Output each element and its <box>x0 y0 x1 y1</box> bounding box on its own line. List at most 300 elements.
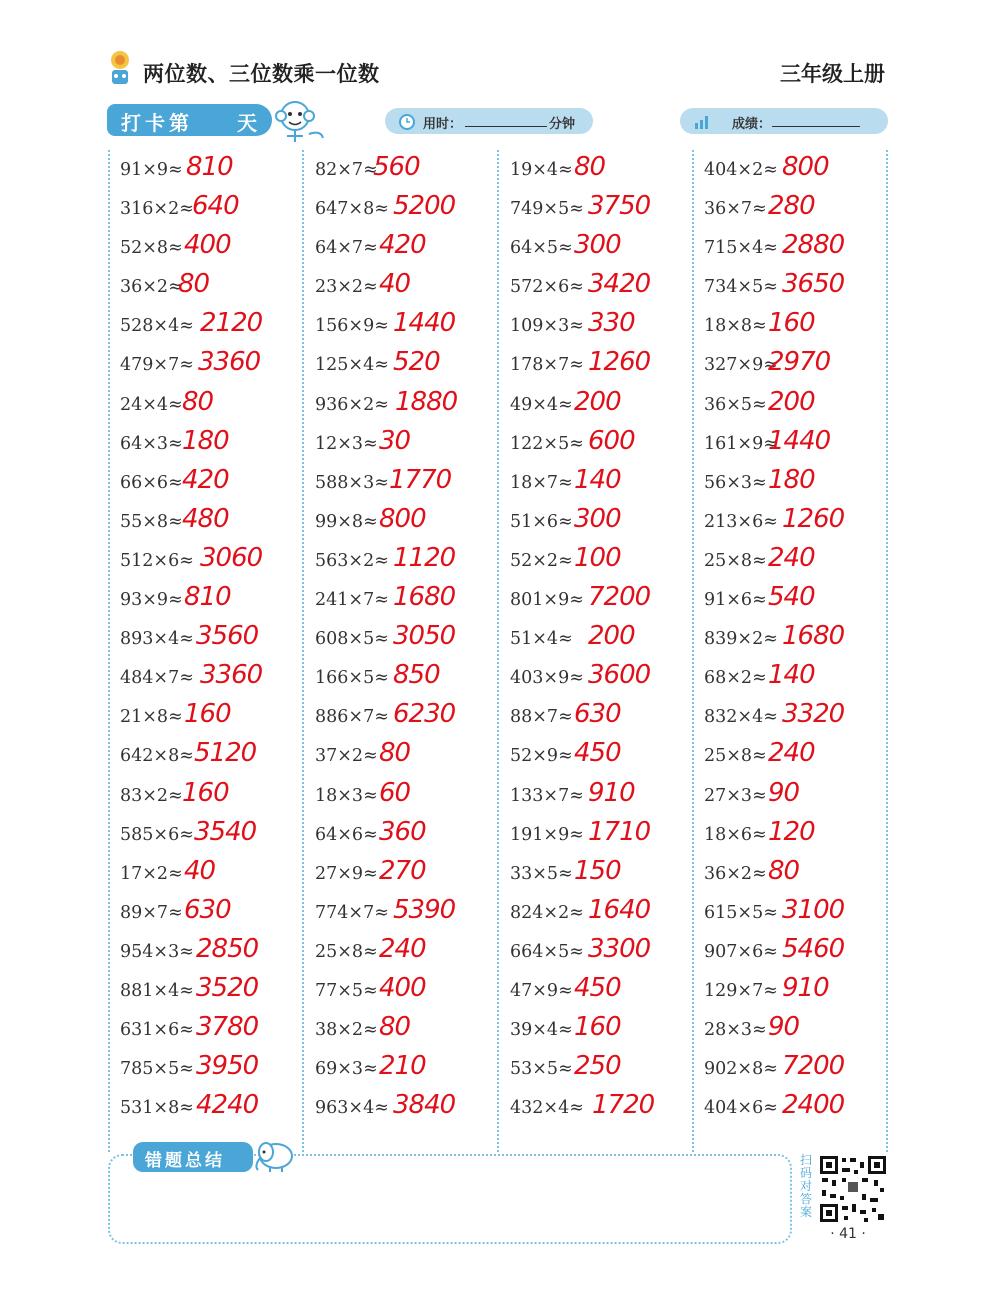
handwritten-answer: 3540 <box>194 816 257 847</box>
handwritten-answer: 450 <box>574 738 621 769</box>
problem-expression: 28×3≈ <box>704 1020 767 1041</box>
problem-row <box>303 1090 495 1133</box>
handwritten-answer: 520 <box>393 347 440 378</box>
problem-expression: 88×7≈ <box>510 707 573 728</box>
handwritten-answer: 200 <box>574 386 621 417</box>
problem-column <box>692 152 884 1133</box>
handwritten-answer: 810 <box>184 582 231 613</box>
handwritten-answer: 3360 <box>200 660 263 691</box>
handwritten-answer: 3320 <box>782 699 845 730</box>
column-divider <box>886 150 888 1152</box>
problem-row <box>108 542 300 586</box>
problem-expression: 36×2≈ <box>120 277 183 298</box>
problem-row <box>692 738 884 781</box>
problem-row <box>108 699 300 742</box>
problem-expression: 801×9≈ <box>510 590 584 611</box>
handwritten-answer: 3050 <box>393 621 456 652</box>
problem-expression: 69×3≈ <box>315 1059 378 1080</box>
handwritten-answer: 5120 <box>194 738 257 769</box>
time-field <box>385 108 593 134</box>
problem-column <box>498 152 690 1133</box>
problem-expression: 91×6≈ <box>704 590 767 611</box>
problem-expression: 785×5≈ <box>120 1059 194 1080</box>
problem-row <box>498 582 690 625</box>
problem-row <box>303 582 495 625</box>
handwritten-answer: 800 <box>379 503 426 534</box>
punch-char: 卡 <box>145 111 165 135</box>
handwritten-answer: 60 <box>379 777 411 808</box>
handwritten-answer: 3600 <box>588 660 651 691</box>
handwritten-answer: 80 <box>379 738 411 769</box>
problem-row <box>498 230 690 273</box>
problem-row <box>692 621 884 664</box>
problem-expression: 563×2≈ <box>315 550 389 571</box>
problem-expression: 125×4≈ <box>315 355 389 376</box>
problem-grid <box>108 150 888 1152</box>
problem-row <box>303 503 495 547</box>
problem-expression: 56×3≈ <box>704 472 767 493</box>
problem-expression: 893×4≈ <box>120 629 194 650</box>
problem-expression: 824×2≈ <box>510 902 584 923</box>
problem-expression: 38×2≈ <box>315 1020 378 1041</box>
scan-hint: 扫码对答案 <box>800 1153 813 1219</box>
handwritten-answer: 80 <box>182 386 214 417</box>
problem-row <box>498 660 690 703</box>
problem-row <box>303 972 495 1016</box>
problem-expression: 52×9≈ <box>510 746 573 767</box>
problem-expression: 18×3≈ <box>315 785 378 806</box>
handwritten-answer: 300 <box>574 230 621 261</box>
problem-expression: 99×8≈ <box>315 511 378 532</box>
problem-row <box>692 777 884 821</box>
problem-row <box>303 425 495 469</box>
chart-icon <box>692 111 712 131</box>
problem-expression: 484×7≈ <box>120 668 194 689</box>
problem-row <box>303 777 495 821</box>
problem-expression: 49×4≈ <box>510 394 573 415</box>
problem-row <box>303 933 495 977</box>
problem-row <box>498 1051 690 1094</box>
problem-row <box>303 699 495 742</box>
problem-row <box>498 191 690 234</box>
problem-expression: 774×7≈ <box>315 902 389 923</box>
problem-row <box>692 308 884 351</box>
problem-expression: 631×6≈ <box>120 1020 194 1041</box>
handwritten-answer: 140 <box>574 464 621 495</box>
handwritten-answer: 1770 <box>389 464 452 495</box>
handwritten-answer: 80 <box>178 269 210 300</box>
problem-row <box>692 230 884 273</box>
handwritten-answer: 40 <box>379 269 411 300</box>
handwritten-answer: 1680 <box>393 582 456 613</box>
handwritten-answer: 80 <box>768 855 800 886</box>
handwritten-answer: 3520 <box>196 972 259 1003</box>
problem-expression: 51×4≈ <box>510 629 573 650</box>
problem-row <box>303 386 495 430</box>
handwritten-answer: 910 <box>588 777 635 808</box>
problem-expression: 77×5≈ <box>315 980 378 1001</box>
problem-expression: 66×6≈ <box>120 472 183 493</box>
handwritten-answer: 3360 <box>198 347 261 378</box>
handwritten-answer: 140 <box>768 660 815 691</box>
problem-expression: 907×6≈ <box>704 941 778 962</box>
page-header <box>105 52 895 92</box>
problem-expression: 47×9≈ <box>510 980 573 1001</box>
problem-expression: 25×8≈ <box>704 550 767 571</box>
handwritten-answer: 850 <box>393 660 440 691</box>
problem-row <box>303 230 495 273</box>
time-blank[interactable] <box>465 126 547 127</box>
handwritten-answer: 160 <box>182 777 229 808</box>
problem-row <box>108 269 300 312</box>
handwritten-answer: 150 <box>574 855 621 886</box>
problem-row <box>498 1012 690 1055</box>
page-title: 两位数、三位数乘一位数 <box>143 62 380 86</box>
problem-expression: 479×7≈ <box>120 355 194 376</box>
handwritten-answer: 7200 <box>782 1051 845 1082</box>
problem-expression: 51×6≈ <box>510 511 573 532</box>
punch-char: 天 <box>237 111 257 135</box>
problem-expression: 316×2≈ <box>120 199 194 220</box>
handwritten-answer: 280 <box>768 191 815 222</box>
problem-expression: 664×5≈ <box>510 941 584 962</box>
problem-row <box>303 269 495 312</box>
handwritten-answer: 3840 <box>393 1090 456 1121</box>
handwritten-answer: 810 <box>186 152 233 182</box>
problem-row <box>108 777 300 821</box>
problem-row <box>498 972 690 1016</box>
punch-card-label <box>107 104 272 136</box>
monkey-icon <box>273 96 329 144</box>
handwritten-answer: 360 <box>379 816 426 847</box>
problem-expression: 39×4≈ <box>510 1020 573 1041</box>
handwritten-answer: 3650 <box>782 269 845 300</box>
problem-expression: 12×3≈ <box>315 433 378 454</box>
problem-expression: 52×8≈ <box>120 238 183 259</box>
handwritten-answer: 180 <box>182 425 229 456</box>
handwritten-answer: 2120 <box>200 308 263 339</box>
handwritten-answer: 3420 <box>588 269 651 300</box>
problem-expression: 963×4≈ <box>315 1098 389 1119</box>
problem-row <box>108 855 300 899</box>
problem-expression: 432×4≈ <box>510 1098 584 1119</box>
handwritten-answer: 2880 <box>782 230 845 261</box>
problem-expression: 404×2≈ <box>704 160 778 180</box>
problem-column <box>108 152 300 1133</box>
problem-row <box>498 269 690 312</box>
problem-row <box>108 386 300 430</box>
problem-row <box>692 816 884 860</box>
handwritten-answer: 240 <box>768 738 815 769</box>
problem-expression: 23×2≈ <box>315 277 378 298</box>
problem-expression: 129×7≈ <box>704 980 778 1001</box>
problem-row <box>108 894 300 938</box>
problem-expression: 954×3≈ <box>120 941 194 962</box>
problem-expression: 715×4≈ <box>704 238 778 259</box>
problem-row <box>108 1012 300 1055</box>
problem-expression: 91×9≈ <box>120 160 183 180</box>
problem-expression: 36×7≈ <box>704 199 767 220</box>
handwritten-answer: 630 <box>574 699 621 730</box>
handwritten-answer: 90 <box>768 777 800 808</box>
handwritten-answer: 480 <box>182 503 229 534</box>
problem-row <box>692 855 884 899</box>
problem-expression: 64×3≈ <box>120 433 183 454</box>
problem-row <box>692 152 884 195</box>
problem-row <box>303 152 495 195</box>
problem-expression: 33×5≈ <box>510 863 573 884</box>
punch-char: 第 <box>169 111 189 135</box>
problem-row <box>108 582 300 625</box>
problem-row <box>303 1051 495 1094</box>
handwritten-answer: 250 <box>574 1051 621 1082</box>
handwritten-answer: 200 <box>768 386 815 417</box>
handwritten-answer: 3100 <box>782 894 845 925</box>
mistake-summary <box>108 1142 888 1242</box>
problem-row <box>692 1090 884 1133</box>
handwritten-answer: 5200 <box>393 191 456 222</box>
problem-expression: 36×5≈ <box>704 394 767 415</box>
handwritten-answer: 1440 <box>393 308 456 339</box>
problem-row <box>108 191 300 234</box>
grade-label: 三年级上册 <box>780 62 885 86</box>
problem-expression: 832×4≈ <box>704 707 778 728</box>
handwritten-answer: 1710 <box>588 816 651 847</box>
problem-expression: 608×5≈ <box>315 629 389 650</box>
problem-row <box>303 816 495 860</box>
problem-row <box>498 621 690 664</box>
alarm-clock-icon <box>397 111 417 131</box>
handwritten-answer: 80 <box>379 1012 411 1043</box>
problem-expression: 109×3≈ <box>510 316 584 337</box>
problem-expression: 27×3≈ <box>704 785 767 806</box>
handwritten-answer: 120 <box>768 816 815 847</box>
problem-expression: 647×8≈ <box>315 199 389 220</box>
handwritten-answer: 1120 <box>393 542 456 573</box>
problem-row <box>498 308 690 351</box>
problem-expression: 749×5≈ <box>510 199 584 220</box>
problem-expression: 531×8≈ <box>120 1098 194 1119</box>
handwritten-answer: 2400 <box>782 1090 845 1121</box>
problem-row <box>108 152 300 195</box>
problem-row <box>692 582 884 625</box>
problem-expression: 156×9≈ <box>315 316 389 337</box>
problem-row <box>692 269 884 312</box>
problem-row <box>108 230 300 273</box>
mistake-summary-label: 错题总结 <box>145 1151 225 1171</box>
time-label: 用时： <box>423 117 463 132</box>
handwritten-answer: 210 <box>379 1051 426 1082</box>
handwritten-answer: 3750 <box>588 191 651 222</box>
handwritten-answer: 420 <box>379 230 426 261</box>
punch-char: 打 <box>121 111 141 135</box>
handwritten-answer: 270 <box>379 855 426 886</box>
problem-expression: 55×8≈ <box>120 511 183 532</box>
problem-expression: 36×2≈ <box>704 863 767 884</box>
problem-expression: 133×7≈ <box>510 785 584 806</box>
problem-expression: 64×7≈ <box>315 238 378 259</box>
problem-expression: 881×4≈ <box>120 980 194 1001</box>
problem-row <box>498 699 690 742</box>
problem-row <box>692 699 884 742</box>
problem-row <box>498 855 690 899</box>
problem-expression: 25×8≈ <box>315 941 378 962</box>
handwritten-answer: 160 <box>768 308 815 339</box>
problem-expression: 734×5≈ <box>704 277 778 298</box>
problem-row <box>303 894 495 938</box>
problem-expression: 53×5≈ <box>510 1059 573 1080</box>
problem-expression: 52×2≈ <box>510 550 573 571</box>
handwritten-answer: 4240 <box>196 1090 259 1121</box>
handwritten-answer: 400 <box>379 972 426 1003</box>
problem-row <box>498 1090 690 1133</box>
problem-row <box>498 464 690 508</box>
problem-expression: 404×6≈ <box>704 1098 778 1119</box>
info-bar <box>105 98 900 146</box>
handwritten-answer: 160 <box>574 1012 621 1043</box>
handwritten-answer: 5460 <box>782 933 845 964</box>
handwritten-answer: 3780 <box>196 1012 259 1043</box>
problem-row <box>498 777 690 821</box>
problem-row <box>498 503 690 547</box>
handwritten-answer: 80 <box>574 152 606 182</box>
problem-row <box>108 308 300 351</box>
problem-row <box>303 855 495 899</box>
problem-expression: 37×2≈ <box>315 746 378 767</box>
problem-row <box>692 1012 884 1055</box>
problem-row <box>692 464 884 508</box>
problem-expression: 122×5≈ <box>510 433 584 454</box>
problem-expression: 64×5≈ <box>510 238 573 259</box>
problem-row <box>692 347 884 390</box>
problem-row <box>108 621 300 664</box>
problem-expression: 64×6≈ <box>315 824 378 845</box>
handwritten-answer: 240 <box>768 542 815 573</box>
problem-row <box>498 816 690 860</box>
handwritten-answer: 40 <box>184 855 216 886</box>
problem-row <box>108 503 300 547</box>
handwritten-answer: 1260 <box>782 503 845 534</box>
handwritten-answer: 300 <box>574 503 621 534</box>
problem-row <box>108 425 300 469</box>
handwritten-answer: 450 <box>574 972 621 1003</box>
score-label: 成绩： <box>732 117 772 132</box>
problem-row <box>498 933 690 977</box>
score-field <box>680 108 888 134</box>
handwritten-answer: 1680 <box>782 621 845 652</box>
problem-row <box>108 972 300 1016</box>
handwritten-answer: 400 <box>184 230 231 261</box>
handwritten-answer: 420 <box>182 464 229 495</box>
problem-expression: 83×2≈ <box>120 785 183 806</box>
problem-column <box>303 152 495 1133</box>
problem-row <box>303 660 495 703</box>
problem-expression: 839×2≈ <box>704 629 778 650</box>
problem-expression: 936×2≈ <box>315 394 389 415</box>
problem-row <box>692 933 884 977</box>
problem-row <box>303 738 495 781</box>
handwritten-answer: 30 <box>379 425 411 456</box>
handwritten-answer: 600 <box>588 425 635 456</box>
handwritten-answer: 1720 <box>592 1090 655 1121</box>
problem-expression: 93×9≈ <box>120 590 183 611</box>
handwritten-answer: 90 <box>768 1012 800 1043</box>
problem-row <box>108 1090 300 1133</box>
handwritten-answer: 800 <box>782 152 829 182</box>
problem-expression: 886×7≈ <box>315 707 389 728</box>
handwritten-answer: 1640 <box>588 894 651 925</box>
problem-expression: 178×7≈ <box>510 355 584 376</box>
problem-row <box>108 347 300 390</box>
problem-expression: 68×2≈ <box>704 668 767 689</box>
problem-row <box>303 464 495 508</box>
handwritten-answer: 180 <box>768 464 815 495</box>
problem-expression: 572×6≈ <box>510 277 584 298</box>
qr-code[interactable] <box>818 1154 888 1224</box>
problem-expression: 403×9≈ <box>510 668 584 689</box>
problem-expression: 642×8≈ <box>120 746 194 767</box>
score-blank[interactable] <box>772 126 860 127</box>
problem-row <box>498 152 690 195</box>
problem-expression: 18×6≈ <box>704 824 767 845</box>
problem-expression: 213×6≈ <box>704 511 778 532</box>
problem-expression: 17×2≈ <box>120 863 183 884</box>
problem-expression: 24×4≈ <box>120 394 183 415</box>
problem-expression: 161×9≈ <box>704 433 778 454</box>
problem-row <box>303 191 495 234</box>
problem-row <box>108 1051 300 1094</box>
problem-expression: 18×7≈ <box>510 472 573 493</box>
problem-row <box>692 503 884 547</box>
problem-expression: 89×7≈ <box>120 902 183 923</box>
problem-expression: 528×4≈ <box>120 316 194 337</box>
problem-row <box>303 1012 495 1055</box>
problem-row <box>303 542 495 586</box>
problem-expression: 27×9≈ <box>315 863 378 884</box>
handwritten-answer: 3560 <box>196 621 259 652</box>
handwritten-answer: 640 <box>192 191 239 222</box>
problem-expression: 21×8≈ <box>120 707 183 728</box>
time-unit: 分钟 <box>549 117 576 132</box>
problem-row <box>108 816 300 860</box>
handwritten-answer: 540 <box>768 582 815 613</box>
handwritten-answer: 3950 <box>196 1051 259 1082</box>
problem-row <box>108 464 300 508</box>
problem-row <box>498 542 690 586</box>
elephant-icon <box>250 1134 298 1174</box>
problem-row <box>692 191 884 234</box>
problem-expression: 25×8≈ <box>704 746 767 767</box>
problem-row <box>692 972 884 1016</box>
problem-row <box>692 425 884 469</box>
problem-row <box>498 347 690 390</box>
problem-row <box>303 621 495 664</box>
problem-row <box>692 1051 884 1094</box>
problem-row <box>498 386 690 430</box>
handwritten-answer: 6230 <box>393 699 456 730</box>
problem-expression: 585×6≈ <box>120 824 194 845</box>
problem-row <box>692 386 884 430</box>
problem-row <box>303 347 495 390</box>
problem-expression: 327×9≈ <box>704 355 778 376</box>
handwritten-answer: 630 <box>184 894 231 925</box>
handwritten-answer: 7200 <box>588 582 651 613</box>
problem-row <box>108 738 300 781</box>
problem-row <box>303 308 495 351</box>
handwritten-answer: 2850 <box>196 933 259 964</box>
problem-expression: 241×7≈ <box>315 590 389 611</box>
problem-row <box>692 660 884 703</box>
